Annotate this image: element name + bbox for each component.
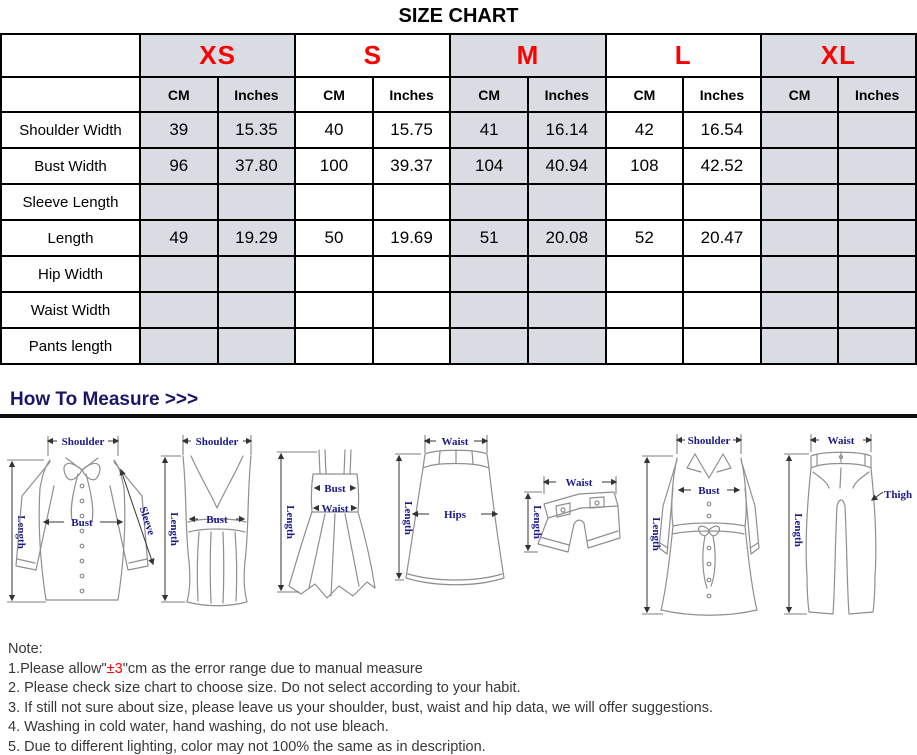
figure-skirt	[391, 426, 516, 626]
size-value-cell	[683, 256, 761, 292]
how-to-measure-heading: How To Measure >>>	[10, 389, 199, 410]
measure-label: Shoulder	[195, 436, 239, 448]
size-value-cell	[140, 292, 218, 328]
size-value-cell	[295, 292, 373, 328]
unit-header-row	[1, 77, 916, 112]
size-value-cell: 16.14	[528, 112, 606, 148]
measure-label: Length	[168, 512, 181, 546]
size-value-cell: 42.52	[683, 148, 761, 184]
note-line-1-red: ±3	[106, 660, 123, 677]
size-value-cell	[450, 292, 528, 328]
size-value-cell	[838, 256, 916, 292]
corner-cell	[1, 77, 140, 112]
measure-label: Waist	[441, 436, 469, 448]
note-line-1-pre: 1.Please allow"	[8, 660, 107, 677]
size-value-cell: 41	[450, 112, 528, 148]
measure-label: Sleeve	[136, 505, 157, 537]
size-value-cell	[761, 112, 839, 148]
measure-label: Bust	[206, 514, 229, 526]
size-value-cell	[450, 328, 528, 364]
size-value-cell	[761, 220, 839, 256]
size-header-xs: XS	[140, 34, 295, 77]
size-value-cell	[838, 148, 916, 184]
note-line-4: 4. Washing in cold water, hand washing, do not use bleach.	[8, 719, 389, 735]
size-value-cell	[683, 184, 761, 220]
size-value-cell: 108	[606, 148, 684, 184]
size-value-cell	[140, 328, 218, 364]
measure-label: Waist	[565, 477, 593, 489]
size-value-cell: 40	[295, 112, 373, 148]
size-value-cell	[373, 292, 451, 328]
table-row	[1, 112, 916, 148]
figure-coat	[637, 426, 777, 626]
size-value-cell: 39.37	[373, 148, 451, 184]
table-row	[1, 256, 916, 292]
size-value-cell	[838, 184, 916, 220]
row-label: Shoulder Width	[1, 112, 140, 148]
measure-label: Shoulder	[687, 435, 731, 447]
figure-vest	[157, 426, 272, 626]
row-label: Length	[1, 220, 140, 256]
measure-label: Length	[531, 505, 544, 539]
figure-pants	[777, 426, 915, 626]
size-value-cell	[528, 256, 606, 292]
measure-label: Bust	[323, 483, 346, 495]
measure-label: Thigh	[883, 489, 913, 501]
measure-label: Length	[791, 513, 804, 547]
size-value-cell	[373, 328, 451, 364]
size-value-cell	[761, 256, 839, 292]
size-value-cell	[838, 292, 916, 328]
size-value-cell	[838, 328, 916, 364]
size-value-cell: 15.75	[373, 112, 451, 148]
size-value-cell	[838, 220, 916, 256]
unit-header: CM	[761, 77, 839, 112]
measure-label: Length	[401, 501, 414, 535]
figure-dress	[273, 426, 391, 626]
size-value-cell	[683, 328, 761, 364]
table-row	[1, 184, 916, 220]
size-value-cell	[218, 292, 296, 328]
unit-header: Inches	[373, 77, 451, 112]
size-value-cell: 51	[450, 220, 528, 256]
page-title: SIZE CHART	[398, 5, 519, 27]
corner-cell	[1, 34, 140, 77]
size-value-cell	[218, 328, 296, 364]
size-value-cell	[606, 328, 684, 364]
size-header-m: M	[450, 34, 605, 77]
size-value-cell: 20.47	[683, 220, 761, 256]
size-value-cell: 15.35	[218, 112, 296, 148]
size-value-cell	[140, 184, 218, 220]
size-value-cell: 96	[140, 148, 218, 184]
size-value-cell	[295, 184, 373, 220]
size-header-l: L	[606, 34, 761, 77]
unit-header: Inches	[838, 77, 916, 112]
size-value-cell	[450, 184, 528, 220]
note-line-3: 3. If still not sure about size, please leave us your shoulder, bust, waist and hip data, we will offer suggestions.	[8, 699, 713, 716]
size-value-cell	[140, 256, 218, 292]
size-value-cell	[761, 184, 839, 220]
size-value-cell	[761, 328, 839, 364]
measure-label: Hips	[443, 509, 466, 521]
size-value-cell: 19.29	[218, 220, 296, 256]
size-value-cell	[606, 184, 684, 220]
note-line-1-post: "cm as the error range due to manual measure	[122, 660, 423, 677]
unit-header: Inches	[528, 77, 606, 112]
row-label: Pants length	[1, 328, 140, 364]
row-label: Bust Width	[1, 148, 140, 184]
measure-label: Bust	[71, 517, 93, 529]
size-value-cell	[218, 184, 296, 220]
size-header-row	[1, 34, 916, 77]
unit-header: Inches	[683, 77, 761, 112]
size-value-cell	[838, 112, 916, 148]
measure-label: Waist	[321, 503, 349, 515]
size-value-cell	[761, 148, 839, 184]
measure-label: Length	[649, 517, 662, 551]
size-value-cell	[761, 292, 839, 328]
table-row	[1, 148, 916, 184]
table-row	[1, 292, 916, 328]
unit-header: CM	[140, 77, 218, 112]
size-value-cell	[528, 292, 606, 328]
measure-figures	[0, 418, 917, 630]
table-row	[1, 328, 916, 364]
unit-header: Inches	[218, 77, 296, 112]
size-value-cell: 39	[140, 112, 218, 148]
notes-section	[8, 640, 917, 755]
measure-label: Waist	[827, 435, 855, 447]
size-value-cell	[606, 256, 684, 292]
size-chart-table	[0, 33, 917, 365]
size-value-cell: 49	[140, 220, 218, 256]
size-value-cell: 16.54	[683, 112, 761, 148]
size-value-cell: 20.08	[528, 220, 606, 256]
figure-shorts	[516, 426, 636, 626]
note-line-2: 2. Please check size chart to choose size. Do not select according to your habit.	[8, 680, 521, 696]
size-value-cell: 19.69	[373, 220, 451, 256]
size-header-xl: XL	[761, 34, 916, 77]
row-label: Hip Width	[1, 256, 140, 292]
unit-header: CM	[295, 77, 373, 112]
size-value-cell	[295, 328, 373, 364]
unit-header: CM	[450, 77, 528, 112]
size-value-cell	[218, 256, 296, 292]
measure-label: Length	[283, 505, 296, 539]
row-label: Waist Width	[1, 292, 140, 328]
measure-label: Shoulder	[61, 436, 105, 448]
size-value-cell: 52	[606, 220, 684, 256]
row-label: Sleeve Length	[1, 184, 140, 220]
size-value-cell: 42	[606, 112, 684, 148]
size-value-cell	[528, 184, 606, 220]
size-value-cell	[683, 292, 761, 328]
size-value-cell: 37.80	[218, 148, 296, 184]
size-value-cell	[295, 256, 373, 292]
notes-heading: Note:	[8, 641, 43, 657]
size-value-cell	[606, 292, 684, 328]
size-value-cell	[373, 184, 451, 220]
size-value-cell: 40.94	[528, 148, 606, 184]
note-line-1	[8, 660, 917, 680]
size-value-cell	[373, 256, 451, 292]
size-value-cell	[450, 256, 528, 292]
figure-blouse	[2, 426, 157, 626]
size-value-cell: 104	[450, 148, 528, 184]
note-line-5: 5. Due to different lighting, color may not 100% the same as in description.	[8, 738, 486, 755]
size-value-cell	[528, 328, 606, 364]
measure-label: Length	[15, 515, 27, 549]
measure-label: Bust	[697, 485, 720, 497]
table-row	[1, 220, 916, 256]
unit-header: CM	[606, 77, 684, 112]
size-value-cell: 100	[295, 148, 373, 184]
size-value-cell: 50	[295, 220, 373, 256]
size-header-s: S	[295, 34, 450, 77]
